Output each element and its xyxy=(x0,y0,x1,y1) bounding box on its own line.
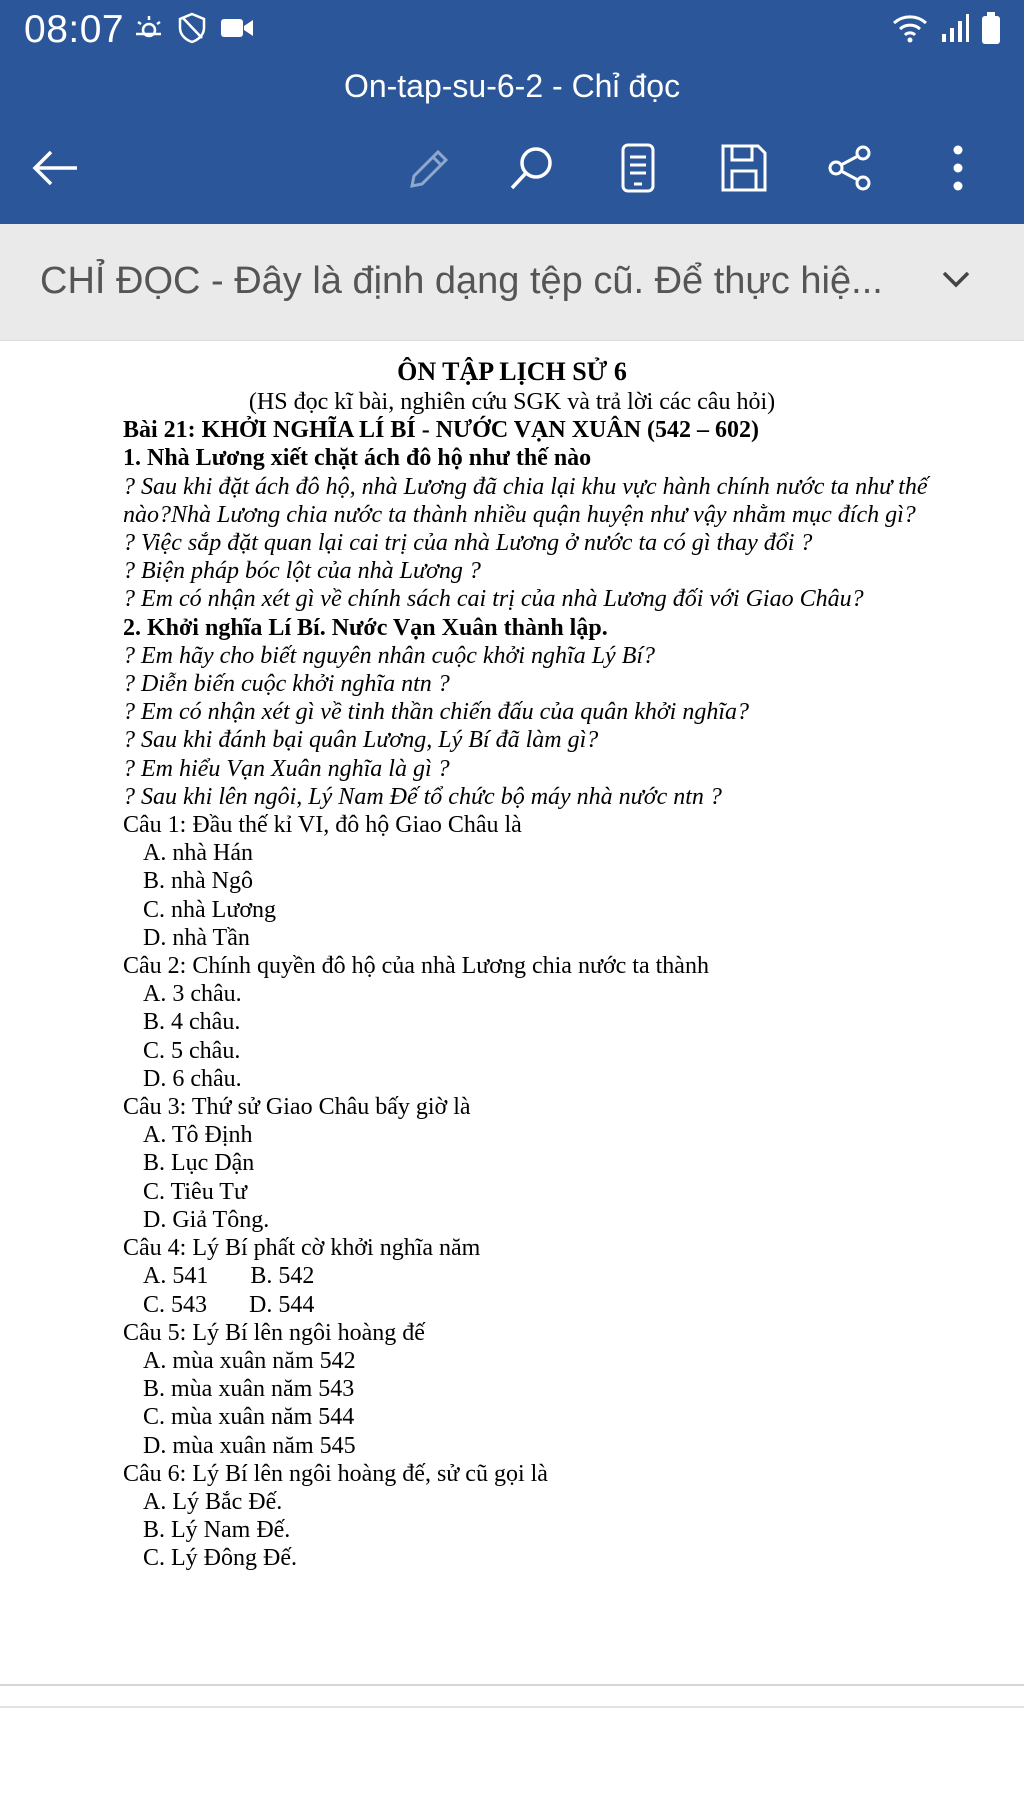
banner-expand-button[interactable] xyxy=(938,264,974,299)
search-button[interactable] xyxy=(504,140,560,196)
quiz-option: B. Lục Dận xyxy=(143,1150,255,1177)
quiz-question: Câu 1: Đầu thế kỉ VI, đô hộ Giao Châu là xyxy=(123,812,522,839)
quiz-question: Câu 6: Lý Bí lên ngôi hoàng đế, sử cũ gọi là xyxy=(123,1460,548,1487)
question-line: nào?Nhà Lương chia nước ta thành nhiều quận huyện như vậy nhằm mục đích gì? xyxy=(123,501,916,528)
quiz-option: D. Giả Tông. xyxy=(143,1206,270,1233)
status-icons-right xyxy=(890,10,1002,50)
app-header xyxy=(0,0,1024,224)
video-icon xyxy=(219,14,255,47)
quiz-option: C. mùa xuân năm 544 xyxy=(143,1404,355,1431)
quiz-option: C. Lý Đông Đế. xyxy=(143,1545,297,1572)
quiz-question: Câu 4: Lý Bí phất cờ khởi nghĩa năm xyxy=(123,1235,481,1262)
quiz-option: A. 3 châu. xyxy=(143,981,242,1008)
save-button[interactable] xyxy=(716,140,772,196)
section-heading: 1. Nhà Lương xiết chặt ách đô hộ như thế nào xyxy=(123,445,592,472)
save-icon xyxy=(720,143,768,193)
question-line: ? Sau khi đặt ách đô hộ, nhà Lương đã chia lại khu vực hành chính nước ta như thế xyxy=(123,473,928,500)
quiz-option: B. Lý Nam Đế. xyxy=(143,1517,291,1544)
document-body xyxy=(123,356,1003,1573)
quiz-option: C. Tiêu Tư xyxy=(143,1178,247,1205)
more-vertical-icon xyxy=(948,144,968,192)
quiz-option: A. mùa xuân năm 542 xyxy=(143,1347,356,1374)
share-icon xyxy=(826,144,874,192)
quiz-option: B. 4 châu. xyxy=(143,1009,241,1036)
back-button[interactable] xyxy=(28,140,84,196)
question-line: ? Biện pháp bóc lột của nhà Lương ? xyxy=(123,558,481,585)
question-line: ? Em có nhận xét gì về chính sách cai trị của nhà Lương đối với Giao Châu? xyxy=(123,586,864,613)
read-only-banner[interactable] xyxy=(0,224,1024,341)
section-heading: 2. Khởi nghĩa Lí Bí. Nước Vạn Xuân thành lập. xyxy=(123,614,608,641)
doc-heading: ÔN TẬP LỊCH SỬ 6 xyxy=(397,357,627,386)
question-line: ? Em hãy cho biết nguyên nhân cuộc khởi nghĩa Lý Bí? xyxy=(123,642,656,669)
banner-text: CHỈ ĐỌC - Đây là định dạng tệp cũ. Để thực hiệ... xyxy=(40,260,883,302)
question-line: ? Việc sắp đặt quan lại cai trị của nhà Lương ở nước ta có gì thay đổi ? xyxy=(123,530,813,557)
pencil-icon xyxy=(404,144,452,192)
quiz-option-row: C. 543 D. 544 xyxy=(143,1291,315,1318)
status-time: 08:07 xyxy=(24,8,125,51)
reading-view-button[interactable] xyxy=(610,140,666,196)
signal-icon xyxy=(940,12,970,49)
doc-subtitle: (HS đọc kĩ bài, nghiên cứu SGK và trả lời các câu hỏi) xyxy=(248,389,776,415)
question-line: ? Sau khi đánh bại quân Lương, Lý Bí đã làm gì? xyxy=(123,727,599,754)
quiz-option: A. nhà Hán xyxy=(143,840,253,867)
phone-view-icon xyxy=(620,143,656,193)
quiz-question: Câu 3: Thứ sử Giao Châu bấy giờ là xyxy=(123,1094,471,1121)
more-options-button[interactable] xyxy=(930,140,986,196)
quiz-question: Câu 2: Chính quyền đô hộ của nhà Lương chia nước ta thành xyxy=(123,953,709,980)
quiz-option-row: A. 541 B. 542 xyxy=(143,1263,315,1290)
quiz-option: B. nhà Ngô xyxy=(143,868,253,895)
lesson-title: Bài 21: KHỞI NGHĨA LÍ BÍ - NƯỚC VẠN XUÂN (542 – 602) xyxy=(123,417,760,444)
battery-icon xyxy=(980,11,1002,50)
search-icon xyxy=(507,143,557,193)
quiz-option: D. mùa xuân năm 545 xyxy=(143,1432,356,1459)
weather-icon xyxy=(133,12,165,49)
quiz-option: B. mùa xuân năm 543 xyxy=(143,1376,355,1403)
quiz-question: Câu 5: Lý Bí lên ngôi hoàng đế xyxy=(123,1319,425,1346)
page-divider xyxy=(0,1684,1024,1686)
quiz-option: C. nhà Lương xyxy=(143,896,277,923)
status-icons-left xyxy=(133,10,255,50)
wifi-icon xyxy=(890,11,930,50)
quiz-option: A. Tô Định xyxy=(143,1122,253,1149)
document-title: On-tap-su-6-2 - Chỉ đọc xyxy=(343,68,681,104)
chevron-down-icon xyxy=(938,264,974,294)
page-divider xyxy=(0,1706,1024,1708)
quiz-option: C. 5 châu. xyxy=(143,1037,241,1064)
share-button[interactable] xyxy=(822,140,878,196)
question-line: ? Sau khi lên ngôi, Lý Nam Đế tổ chức bộ máy nhà nước ntn ? xyxy=(123,783,722,810)
question-line: ? Em có nhận xét gì về tinh thần chiến đấu của quân khởi nghĩa? xyxy=(123,699,750,726)
quiz-option: D. 6 châu. xyxy=(143,1065,242,1092)
edit-button[interactable] xyxy=(400,140,456,196)
back-arrow-icon xyxy=(31,148,81,188)
question-line: ? Em hiểu Vạn Xuân nghĩa là gì ? xyxy=(123,755,450,782)
shield-icon xyxy=(177,12,207,49)
quiz-option: D. nhà Tần xyxy=(143,924,250,951)
question-line: ? Diễn biến cuộc khởi nghĩa ntn ? xyxy=(123,671,450,698)
toolbar xyxy=(0,140,1024,196)
quiz-option: A. Lý Bắc Đế. xyxy=(143,1488,283,1515)
